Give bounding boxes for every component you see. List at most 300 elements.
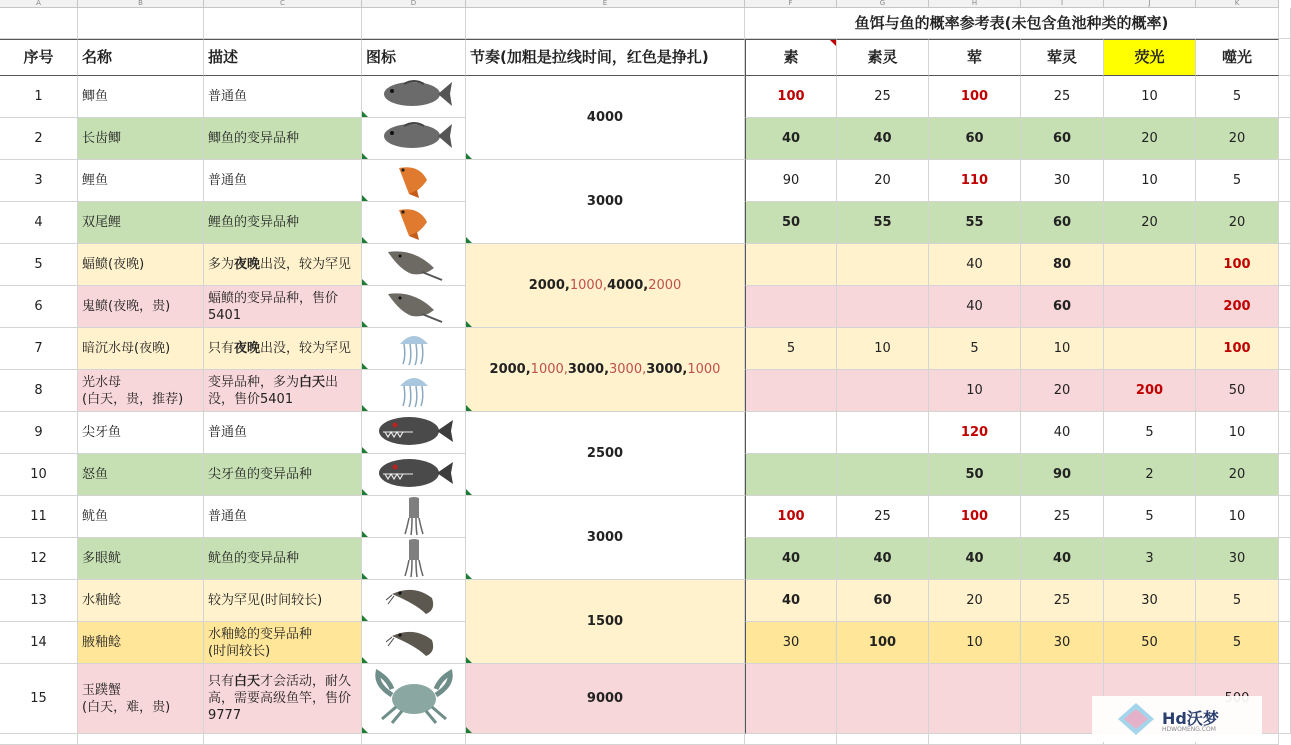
fish-icon-cell[interactable] <box>362 76 466 118</box>
cell-marker <box>362 363 368 369</box>
fish-desc-cell[interactable] <box>204 286 362 328</box>
fish-icon-cell[interactable] <box>362 160 466 202</box>
rhythm-pull: 3000, <box>567 362 610 377</box>
bait-prob-cell[interactable] <box>929 622 1021 664</box>
rhythm-sequence <box>587 445 623 462</box>
bait-prob-cell[interactable] <box>1021 286 1104 328</box>
bait-prob-value: 40 <box>781 551 801 566</box>
bait-prob-cell[interactable] <box>745 496 837 538</box>
bait-prob-cell[interactable] <box>745 160 837 202</box>
bait-prob-cell[interactable] <box>1021 538 1104 580</box>
comment-marker[interactable] <box>830 40 836 46</box>
bait-prob-value: 3 <box>1145 551 1154 566</box>
bait-prob-value: 40 <box>873 551 892 566</box>
row-index[interactable] <box>0 370 78 412</box>
bait-prob-cell[interactable] <box>745 580 837 622</box>
bait-prob-cell[interactable] <box>1021 160 1104 202</box>
fish-icon-cell[interactable] <box>362 496 466 538</box>
bait-prob-cell[interactable] <box>1104 538 1196 580</box>
bait-prob-cell[interactable] <box>1196 202 1279 244</box>
row-index[interactable] <box>0 538 78 580</box>
fish-desc-text: 变异品种，多为 <box>208 374 300 390</box>
header-bait-label: 噬光 <box>1221 48 1252 66</box>
bait-prob-cell[interactable] <box>745 370 837 412</box>
bait-prob-cell[interactable] <box>837 286 929 328</box>
empty-cell[interactable] <box>1279 76 1291 118</box>
bait-prob-value: 90 <box>782 173 800 188</box>
column-header-h[interactable] <box>929 0 1021 8</box>
bait-prob-cell[interactable] <box>929 580 1021 622</box>
bait-prob-cell[interactable] <box>1196 412 1279 454</box>
empty-cell[interactable] <box>0 8 78 39</box>
fish-desc <box>208 592 322 609</box>
row-index-label: 6 <box>34 299 43 314</box>
rhythm-pull: 9000 <box>586 691 624 706</box>
empty-cell[interactable] <box>1279 328 1291 370</box>
fish-icon-cell[interactable] <box>362 202 466 244</box>
jellyfish-icon <box>394 328 434 370</box>
bait-prob-cell[interactable] <box>929 496 1021 538</box>
row-index[interactable] <box>0 454 78 496</box>
bait-prob-cell[interactable] <box>1196 286 1279 328</box>
empty-cell[interactable] <box>837 734 929 745</box>
empty-cell[interactable] <box>466 734 745 745</box>
empty-cell[interactable] <box>1279 580 1291 622</box>
bait-prob-cell[interactable] <box>745 244 837 286</box>
column-header-letter: D <box>410 0 417 7</box>
bait-prob-cell[interactable] <box>1104 244 1196 286</box>
bait-prob-cell[interactable] <box>1104 328 1196 370</box>
row-index[interactable] <box>0 160 78 202</box>
empty-cell[interactable] <box>362 734 466 745</box>
empty-cell[interactable] <box>204 734 362 745</box>
row-index[interactable] <box>0 622 78 664</box>
bait-prob-cell[interactable] <box>1196 244 1279 286</box>
bait-prob-cell[interactable] <box>745 622 837 664</box>
row-index[interactable] <box>0 202 78 244</box>
bait-prob-value: 50 <box>965 467 984 482</box>
bait-prob-cell[interactable] <box>837 538 929 580</box>
bait-prob-cell[interactable] <box>1021 118 1104 160</box>
bait-prob-value: 10 <box>1141 89 1158 104</box>
bait-prob-cell[interactable] <box>1104 496 1196 538</box>
bait-prob-cell[interactable] <box>929 538 1021 580</box>
fish-desc-cell[interactable] <box>204 244 362 286</box>
bait-prob-value: 55 <box>873 215 892 230</box>
row-index-label: 8 <box>34 383 43 398</box>
fish-desc-cell[interactable] <box>204 496 362 538</box>
rhythm-pull: 4000, <box>607 278 649 293</box>
cell-marker <box>362 279 368 285</box>
fish-name: 光水母 (白天，贵，推荐) <box>82 374 184 407</box>
header-index[interactable] <box>0 39 78 76</box>
fish-name-cell[interactable] <box>78 664 204 734</box>
bait-prob-cell[interactable] <box>1196 118 1279 160</box>
header-bait-label: 素 <box>783 48 799 66</box>
bait-prob-cell[interactable] <box>1196 160 1279 202</box>
bait-prob-cell[interactable] <box>745 76 837 118</box>
bait-prob-cell[interactable] <box>929 664 1021 734</box>
fish-name-cell[interactable] <box>78 622 204 664</box>
bait-prob-cell[interactable] <box>1196 496 1279 538</box>
rhythm-sequence <box>587 109 623 126</box>
row-index-label: 4 <box>34 215 43 230</box>
column-header-k[interactable] <box>1196 0 1279 8</box>
bait-prob-cell[interactable] <box>745 286 837 328</box>
empty-cell[interactable] <box>78 734 204 745</box>
manta-ray-icon <box>384 244 444 286</box>
empty-cell[interactable] <box>1279 622 1291 664</box>
fish-name-cell[interactable] <box>78 412 204 454</box>
bait-prob-value: 20 <box>1228 215 1246 230</box>
bait-prob-cell[interactable] <box>1104 286 1196 328</box>
fish-name-cell[interactable] <box>78 580 204 622</box>
cell-marker <box>362 657 368 663</box>
bait-prob-cell[interactable] <box>929 412 1021 454</box>
fish-desc <box>208 374 361 408</box>
fish-icon-cell[interactable] <box>362 118 466 160</box>
bait-prob-value: 5 <box>786 341 796 356</box>
bait-prob-cell[interactable] <box>929 244 1021 286</box>
bait-prob-cell[interactable] <box>837 664 929 734</box>
bait-prob-cell[interactable] <box>1196 370 1279 412</box>
bait-prob-cell[interactable] <box>1021 622 1104 664</box>
column-header-b[interactable] <box>78 0 204 8</box>
column-header-letter: H <box>971 0 978 7</box>
rhythm-cell[interactable] <box>466 328 745 412</box>
column-header-c[interactable] <box>204 0 362 8</box>
row-index-label: 5 <box>34 257 43 272</box>
koi-icon <box>389 160 439 202</box>
empty-cell[interactable] <box>1279 286 1291 328</box>
row-index-label: 7 <box>34 341 43 356</box>
fish-desc-cell[interactable] <box>204 454 362 496</box>
empty-cell[interactable] <box>1279 118 1291 160</box>
row-index[interactable] <box>0 412 78 454</box>
bait-prob-cell[interactable] <box>929 202 1021 244</box>
row-index[interactable] <box>0 580 78 622</box>
fish-desc-text: 才会活动，耐久高，需要高级鱼竿，售价9777 <box>208 674 352 723</box>
fish-desc-cell[interactable] <box>204 622 362 664</box>
header-name[interactable] <box>78 39 204 76</box>
bait-prob-value: 2 <box>1145 467 1154 482</box>
rhythm-cell[interactable] <box>466 160 745 244</box>
bait-prob-cell[interactable] <box>1196 454 1279 496</box>
fish-desc-cell[interactable] <box>204 370 362 412</box>
empty-cell[interactable] <box>1279 244 1291 286</box>
empty-cell[interactable] <box>78 8 204 39</box>
row-index[interactable] <box>0 664 78 734</box>
bait-prob-cell[interactable] <box>1196 538 1279 580</box>
header-index-label: 序号 <box>23 48 54 66</box>
empty-cell[interactable] <box>362 8 466 39</box>
fish-desc-text: 蝠鲼的变异品种，售价5401 <box>208 290 339 323</box>
bait-prob-cell[interactable] <box>1196 76 1279 118</box>
header-bait-label: 荧光 <box>1134 48 1165 66</box>
rhythm-cell[interactable] <box>466 580 745 664</box>
rhythm-sequence <box>529 277 682 294</box>
bait-prob-cell[interactable] <box>1104 370 1196 412</box>
empty-cell[interactable] <box>204 8 362 39</box>
bait-prob-cell[interactable] <box>1104 412 1196 454</box>
bait-prob-cell[interactable] <box>837 244 929 286</box>
header-bait-3[interactable] <box>1021 39 1104 76</box>
empty-cell[interactable] <box>1279 39 1291 76</box>
fish-icon-cell[interactable] <box>362 664 466 734</box>
row-index-label: 1 <box>34 89 43 104</box>
bait-prob-cell[interactable] <box>745 412 837 454</box>
column-header-j[interactable] <box>1104 0 1196 8</box>
fish-icon-cell[interactable] <box>362 622 466 664</box>
header-icon[interactable] <box>362 39 466 76</box>
column-header-letter: I <box>1060 0 1064 7</box>
crab-icon <box>368 667 460 730</box>
fish-name-cell[interactable] <box>78 76 204 118</box>
bait-prob-cell[interactable] <box>929 118 1021 160</box>
fish-desc-text: 普通鱼 <box>208 509 248 524</box>
empty-cell[interactable] <box>1279 370 1291 412</box>
column-header-letter: C <box>280 0 285 7</box>
column-header-d[interactable] <box>362 0 466 8</box>
bait-prob-value: 30 <box>1053 635 1071 650</box>
bait-prob-cell[interactable] <box>745 664 837 734</box>
column-header-f[interactable] <box>745 0 837 8</box>
bait-prob-cell[interactable] <box>837 160 929 202</box>
bait-prob-cell[interactable] <box>1104 118 1196 160</box>
header-bait-1[interactable] <box>837 39 929 76</box>
bait-prob-cell[interactable] <box>745 454 837 496</box>
rhythm-cell[interactable] <box>466 496 745 580</box>
empty-cell[interactable] <box>1279 8 1291 39</box>
bait-prob-cell[interactable] <box>1021 580 1104 622</box>
header-bait-0[interactable] <box>745 39 837 76</box>
fish-desc-cell[interactable] <box>204 664 362 734</box>
column-header-g[interactable] <box>837 0 929 8</box>
bait-prob-value: 20 <box>1141 131 1158 146</box>
bait-prob-cell[interactable] <box>837 76 929 118</box>
fish-desc-cell[interactable] <box>204 538 362 580</box>
bait-prob-cell[interactable] <box>837 580 929 622</box>
empty-cell[interactable] <box>0 734 78 745</box>
bait-prob-value: 10 <box>1053 341 1071 356</box>
bait-prob-value: 10 <box>1228 425 1246 440</box>
fish-name-cell[interactable] <box>78 370 204 412</box>
fish-desc-cell[interactable] <box>204 202 362 244</box>
column-header-i[interactable] <box>1021 0 1104 8</box>
cell-marker <box>466 321 472 327</box>
bait-prob-cell[interactable] <box>1104 454 1196 496</box>
fish-name-cell[interactable] <box>78 454 204 496</box>
fish-icon-cell[interactable] <box>362 412 466 454</box>
bait-prob-cell[interactable] <box>1021 328 1104 370</box>
fish-desc-text: 只有 <box>208 674 235 689</box>
watermark-title: Hd沃梦 <box>1162 709 1219 728</box>
fish-name-cell[interactable] <box>78 328 204 370</box>
bait-prob-cell[interactable] <box>1021 244 1104 286</box>
rhythm-pull: 3000, <box>646 362 688 377</box>
column-header-e[interactable] <box>466 0 745 8</box>
bait-prob-value: 50 <box>1141 635 1158 650</box>
fish-icon-cell[interactable] <box>362 454 466 496</box>
fish-desc <box>208 626 312 660</box>
rhythm-pull: 2500 <box>586 446 624 461</box>
bait-prob-value: 30 <box>782 635 800 650</box>
fish-name-cell[interactable] <box>78 286 204 328</box>
bait-prob-cell[interactable] <box>1021 454 1104 496</box>
fish-name: 鱿鱼 <box>82 509 109 524</box>
fish-name: 鬼鲼(夜晚，贵) <box>82 299 171 314</box>
bait-prob-cell[interactable] <box>1104 622 1196 664</box>
bait-prob-value: 40 <box>966 257 983 272</box>
row-index[interactable] <box>0 286 78 328</box>
header-desc[interactable] <box>204 39 362 76</box>
rhythm-cell[interactable] <box>466 664 745 734</box>
jellyfish-icon <box>394 370 434 412</box>
fish-icon-cell[interactable] <box>362 244 466 286</box>
bait-prob-cell[interactable] <box>837 622 929 664</box>
fish-desc-cell[interactable] <box>204 160 362 202</box>
fish-desc-cell[interactable] <box>204 580 362 622</box>
bait-prob-cell[interactable] <box>745 538 837 580</box>
banner-title-cell[interactable] <box>745 8 1279 39</box>
empty-cell[interactable] <box>466 8 745 39</box>
fish-desc <box>208 340 351 357</box>
bait-prob-value: 30 <box>1141 593 1158 608</box>
bait-prob-cell[interactable] <box>1104 202 1196 244</box>
fish-icon-cell[interactable] <box>362 538 466 580</box>
cell-marker <box>362 321 368 327</box>
bait-prob-value: 5 <box>1145 425 1154 440</box>
fish-desc-cell[interactable] <box>204 118 362 160</box>
rhythm-cell[interactable] <box>466 76 745 160</box>
row-index[interactable] <box>0 118 78 160</box>
bait-prob-cell[interactable] <box>837 202 929 244</box>
bait-prob-cell[interactable] <box>1104 580 1196 622</box>
bait-prob-cell[interactable] <box>745 118 837 160</box>
column-header-a[interactable] <box>0 0 78 8</box>
bait-prob-cell[interactable] <box>929 286 1021 328</box>
bait-prob-value: 40 <box>781 593 801 608</box>
empty-cell[interactable] <box>929 734 1021 745</box>
cell-marker <box>466 153 472 159</box>
bait-prob-value: 40 <box>873 131 892 146</box>
fish-name-cell[interactable] <box>78 118 204 160</box>
fish-desc-text: 较为罕见(时间较长) <box>208 593 323 608</box>
fish-name-cell[interactable] <box>78 538 204 580</box>
bait-prob-cell[interactable] <box>837 328 929 370</box>
bait-prob-value: 60 <box>1052 215 1072 230</box>
fish-name-cell[interactable] <box>78 244 204 286</box>
fish-desc-cell[interactable] <box>204 412 362 454</box>
empty-cell[interactable] <box>1279 664 1291 734</box>
bait-prob-value: 50 <box>1228 383 1246 398</box>
empty-cell[interactable] <box>1279 412 1291 454</box>
bait-prob-value: 25 <box>1053 89 1071 104</box>
empty-cell[interactable] <box>1279 202 1291 244</box>
fish-icon-cell[interactable] <box>362 580 466 622</box>
fish-name: 鲤鱼 <box>82 173 109 188</box>
bait-prob-cell[interactable] <box>837 370 929 412</box>
bait-prob-cell[interactable] <box>1021 496 1104 538</box>
row-index[interactable] <box>0 244 78 286</box>
bait-prob-cell[interactable] <box>929 160 1021 202</box>
bait-prob-cell[interactable] <box>837 496 929 538</box>
rhythm-struggle: 2000 <box>648 278 682 293</box>
bait-prob-cell[interactable] <box>1196 328 1279 370</box>
header-rhythm[interactable] <box>466 39 745 76</box>
rhythm-sequence <box>587 529 623 546</box>
row-index[interactable] <box>0 328 78 370</box>
row-index[interactable] <box>0 76 78 118</box>
rhythm-cell[interactable] <box>466 244 745 328</box>
fish-name-cell[interactable] <box>78 496 204 538</box>
bait-prob-cell[interactable] <box>745 328 837 370</box>
header-bait-4[interactable] <box>1104 39 1196 76</box>
empty-cell[interactable] <box>745 734 837 745</box>
cell-marker <box>362 447 368 453</box>
bait-prob-value: 60 <box>965 131 984 146</box>
row-index-label: 14 <box>30 635 47 650</box>
bait-prob-cell[interactable] <box>837 118 929 160</box>
empty-cell[interactable] <box>1279 538 1291 580</box>
bait-prob-value: 25 <box>1053 509 1071 524</box>
fish-desc-cell[interactable] <box>204 328 362 370</box>
cell-marker <box>362 573 368 579</box>
rhythm-cell[interactable] <box>466 412 745 496</box>
fish-name-cell[interactable] <box>78 160 204 202</box>
fish-desc-cell[interactable] <box>204 76 362 118</box>
fish-icon-cell[interactable] <box>362 370 466 412</box>
fish-desc <box>208 130 299 147</box>
empty-cell[interactable] <box>1279 160 1291 202</box>
empty-cell[interactable] <box>1279 496 1291 538</box>
bait-prob-value: 20 <box>874 173 891 188</box>
fish-desc-highlight: 夜晚 <box>234 257 261 272</box>
cell-marker <box>362 195 368 201</box>
cell-marker <box>466 489 472 495</box>
bait-prob-cell[interactable] <box>929 76 1021 118</box>
bait-prob-cell[interactable] <box>1196 622 1279 664</box>
fish-desc <box>208 214 299 231</box>
bait-prob-cell[interactable] <box>1196 580 1279 622</box>
bait-prob-cell[interactable] <box>1021 412 1104 454</box>
bait-prob-cell[interactable] <box>745 202 837 244</box>
fish-name: 鲫鱼 <box>82 89 109 104</box>
bait-prob-cell[interactable] <box>929 328 1021 370</box>
empty-cell[interactable] <box>1279 454 1291 496</box>
bait-prob-value: 40 <box>781 131 801 146</box>
bait-prob-value: 60 <box>1052 131 1072 146</box>
header-bait-2[interactable] <box>929 39 1021 76</box>
fish-icon-cell[interactable] <box>362 286 466 328</box>
bait-prob-cell[interactable] <box>1021 76 1104 118</box>
rhythm-pull: 4000 <box>586 110 624 125</box>
bait-prob-value: 5 <box>1232 593 1242 608</box>
bait-prob-cell[interactable] <box>929 454 1021 496</box>
bait-prob-cell[interactable] <box>1021 370 1104 412</box>
bait-prob-cell[interactable] <box>837 412 929 454</box>
bait-prob-cell[interactable] <box>837 454 929 496</box>
fish-icon-cell[interactable] <box>362 328 466 370</box>
column-header-letter: F <box>788 0 793 7</box>
bait-prob-cell[interactable] <box>1104 160 1196 202</box>
row-index[interactable] <box>0 496 78 538</box>
bait-prob-cell[interactable] <box>1104 76 1196 118</box>
bait-prob-cell[interactable] <box>1021 202 1104 244</box>
header-bait-5[interactable] <box>1196 39 1279 76</box>
bait-prob-cell[interactable] <box>929 370 1021 412</box>
fish-name-cell[interactable] <box>78 202 204 244</box>
